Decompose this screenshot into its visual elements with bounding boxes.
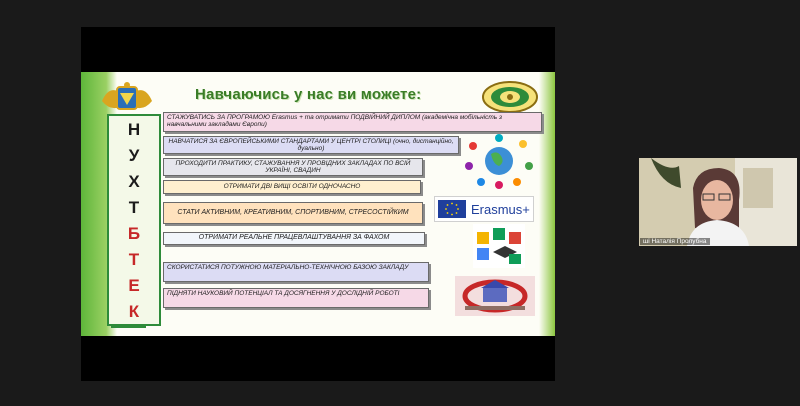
benefit-item: ОТРИМАТИ РЕАЛЬНЕ ПРАЦЕВЛАШТУВАННЯ ЗА ФАХОМ	[163, 232, 425, 245]
benefit-item: НАВЧАТИСЯ ЗА ЄВРОПЕЙСЬКИМИ СТАНДАРТАМИ У ЦЕНТРІ СТОЛИЦІ (очно, дистанційно, дуально)	[163, 136, 459, 154]
participant-video-tile[interactable]	[639, 158, 797, 246]
abbreviation-letters	[107, 114, 161, 326]
slide-title: Навчаючись у нас ви можете:	[195, 86, 422, 103]
letter: Х	[128, 171, 140, 191]
education-icons-icon	[473, 224, 525, 268]
letter: У	[128, 145, 140, 165]
benefit-item: ОТРИМАТИ ДВІ ВИЩІ ОСВІТИ ОДНОЧАСНО	[163, 180, 421, 194]
benefit-item: СТАЖУВАТИСЬ ЗА ПРОГРАМОЮ Erasmus + та отримати ПОДВІЙНИЙ ДИПЛОМ (академічна мобільність з навчальними закладами Європи)	[163, 112, 542, 132]
benefit-item: ПІДНЯТИ НАУКОВИЙ ПОТЕНЦІАЛ ТА ДОСЯГНЕННЯ У ДОСЛІДНІЙ РОБОТІ	[163, 288, 429, 308]
participant-name: ші Наталія Пролубна	[640, 238, 710, 245]
erasmus-logo	[434, 196, 534, 222]
eu-flag-icon	[438, 200, 466, 218]
letter: К	[128, 301, 140, 321]
letter: Н	[127, 119, 141, 139]
letter: Т	[128, 249, 140, 269]
presentation-slide	[81, 72, 555, 336]
globe-people-icon	[461, 132, 537, 190]
benefit-item: ПРОХОДИТИ ПРАКТИКУ, СТАЖУВАННЯ У ПРОВІДНИХ ЗАКЛАДАХ ПО ВСІЙ УКРАЇНІ, СВАДИН	[163, 158, 423, 176]
letter: Е	[128, 275, 140, 295]
benefit-item: СТАТИ АКТИВНИМ, КРЕАТИВНИМ, СПОРТИВНИМ, СТРЕСОСТІЙКИМ	[163, 202, 423, 224]
participant-video-icon	[639, 158, 797, 246]
slide-divider	[111, 326, 146, 328]
letter: Т	[128, 197, 140, 217]
letter: Б	[127, 223, 141, 243]
crest-logo-icon	[98, 81, 156, 115]
emblem-logo-icon	[481, 81, 539, 113]
benefit-item: СКОРИСТАТИСЯ ПОТУЖНОЮ МАТЕРІАЛЬНО-ТЕХНІЧНОЮ БАЗОЮ ЗАКЛАДУ	[163, 262, 429, 282]
erasmus-label: Erasmus+	[471, 201, 530, 217]
building-emblem-icon	[455, 276, 535, 316]
